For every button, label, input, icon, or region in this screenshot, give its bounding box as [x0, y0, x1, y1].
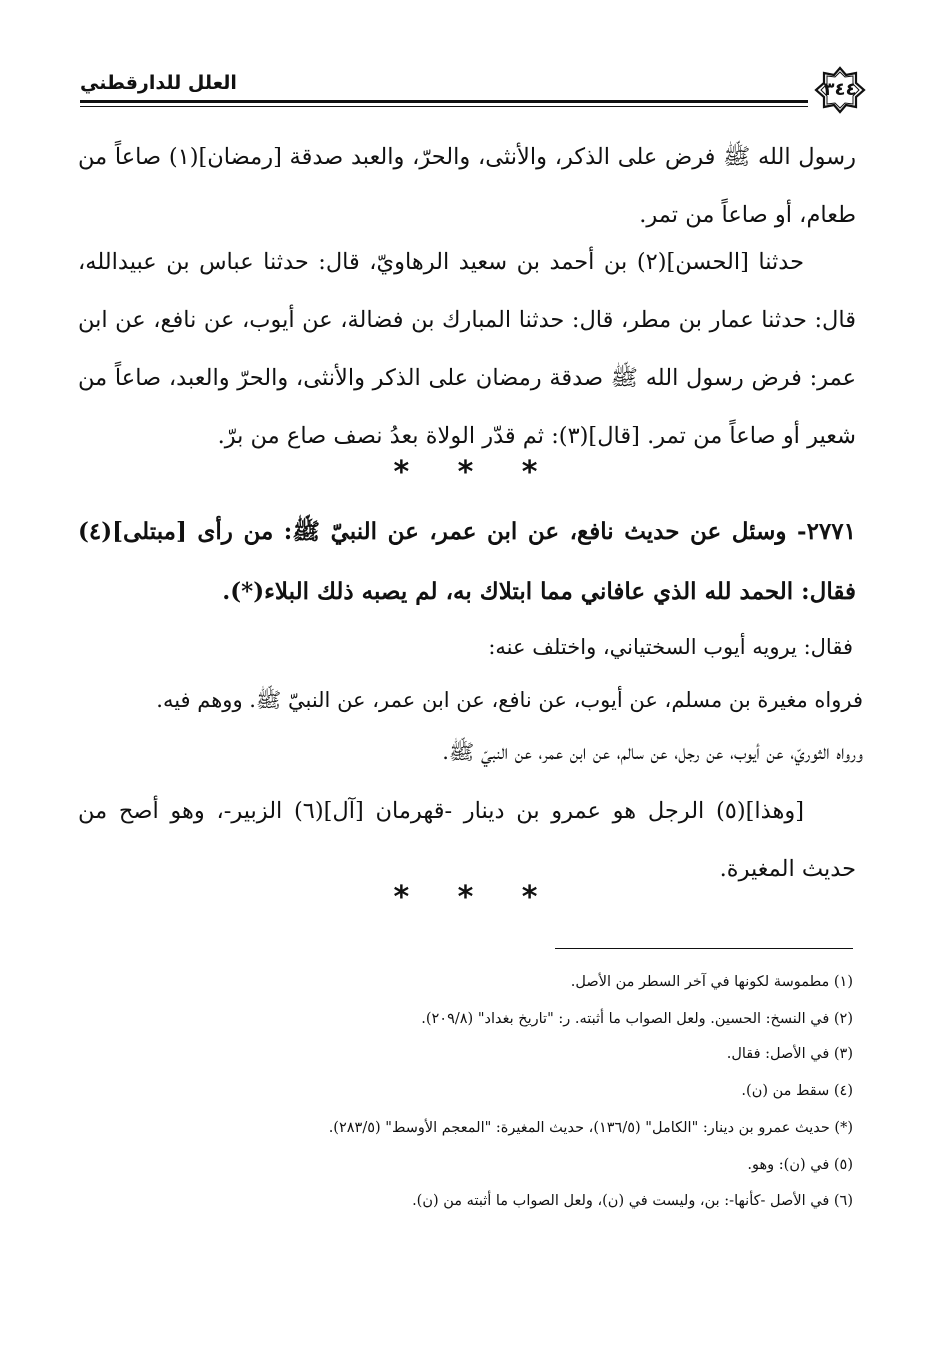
- header-rule-thick: [80, 100, 808, 103]
- header-rule-thin: [80, 106, 808, 107]
- footnote: (٢) في النسخ: الحسين. ولعل الصواب ما أثبته. ر: "تاريخ بغداد" (٢٠٩/٨).: [421, 1011, 853, 1027]
- answer-line: فقال: يرويه أيوب السختياني، واختلف عنه:: [488, 635, 853, 659]
- answer-line: ورواه الثوريّ، عن أيوب، عن رجل، عن سالم، عن ابن عمر، عن النبيّ ﷺ.: [442, 740, 863, 764]
- footnote: (٤) سقط من (ن).: [741, 1083, 853, 1099]
- paragraph-hadith-end: رسول الله ﷺ فرض على الذكر، والأنثى، والحرّ، والعبد صدقة [رمضان](١) صاعاً من طعام، أو صاعاً من تمر.: [78, 144, 856, 228]
- paragraph-isnad: حدثنا [الحسن](٢) بن أحمد بن سعيد الرهاويّ، قال: حدثنا عباس بن عبيدالله، قال: حدثنا عمار بن مطر، قال: حدثنا المبارك بن فضالة، عن أيوب، عن نافع، عن ابن عمر: فرض رسول الله ﷺ صدقة رمضان على الذكر والأنثى، والحرّ والعبد، صاعاً من شعير أو صاعاً من تمر. [قال](٣): ثم قدّر الولاة بعدُ نصف صاع من برّ.: [78, 249, 856, 449]
- paragraph-conclusion: [وهذا](٥) الرجل هو عمرو بن دينار -قهرمان [آل](٦) الزبير-، وهو أصح من حديث المغيرة.: [78, 798, 856, 882]
- answer-line: فرواه مغيرة بن مسلم، عن أيوب، عن نافع، عن ابن عمر، عن النبيّ ﷺ. ووهم فيه.: [156, 688, 863, 712]
- section-separator: * * *: [393, 455, 538, 490]
- footnote-rule: [555, 948, 853, 949]
- footnote: (٦) في الأصل -كأنها-: بن، وليست في (ن)، ولعل الصواب ما أثبته من (ن).: [412, 1193, 853, 1209]
- page-header: [80, 66, 866, 116]
- footnote: (٣) في الأصل: فقال.: [726, 1046, 853, 1062]
- page-number-badge: [814, 66, 866, 114]
- page-number: ٣٤٤: [823, 79, 857, 100]
- footnote: (*) حديث عمرو بن دينار: "الكامل" (١٣٦/٥)، حديث المغيرة: "المعجم الأوسط" (٢٨٣/٥).: [328, 1120, 853, 1136]
- footnote: (٥) في (ن): وهو.: [747, 1157, 853, 1173]
- question-heading: ٢٧٧١- وسئل عن حديث نافع، عن ابن عمر، عن النبيّ ﷺ: من رأى [مبتلى](٤) فقال: الحمد لله الذي عافاني مما ابتلاك به، لم يصبه ذلك البلاء(*).: [78, 518, 856, 605]
- footnote: (١) مطموسة لكونها في آخر السطر من الأصل.: [570, 974, 853, 990]
- running-title: العلل للدارقطني: [80, 72, 237, 94]
- section-separator: * * *: [393, 880, 538, 915]
